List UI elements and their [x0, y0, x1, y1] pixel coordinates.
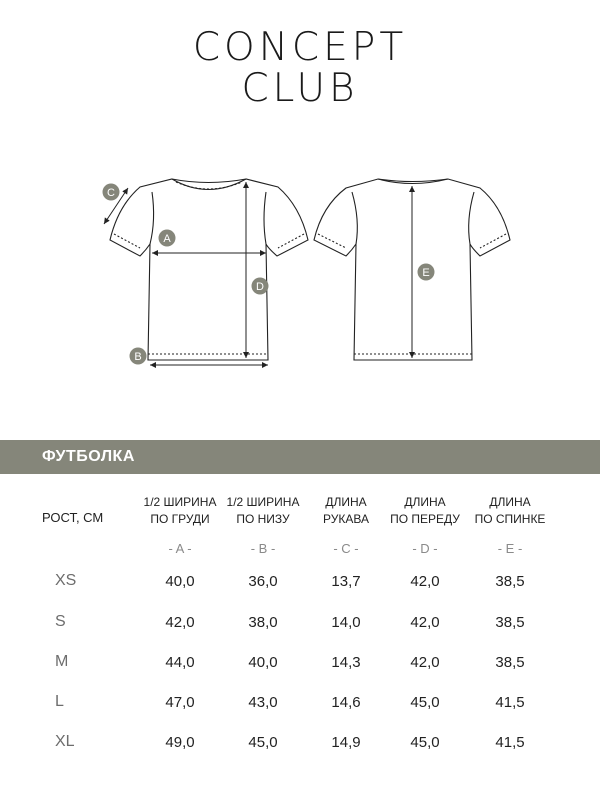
size-label: M [55, 653, 69, 670]
svg-text:E: E [422, 267, 430, 279]
column-header-line2: ПО НИЗУ [236, 512, 290, 526]
marker-a [159, 230, 176, 247]
marker-b [130, 348, 147, 365]
column-header-line2: ПО ГРУДИ [150, 512, 210, 526]
size-label: L [55, 693, 64, 710]
svg-text:C: C [107, 187, 115, 199]
table-cell: 38,5 [495, 614, 525, 631]
marker-c [103, 184, 120, 201]
column-header-line1: ДЛИНА [489, 495, 531, 509]
table-cell: 42,0 [410, 573, 440, 590]
column-header-line1: ДЛИНА [404, 495, 446, 509]
table-cell: 14,6 [331, 694, 361, 711]
column-header [218, 494, 308, 528]
table-cell: 45,0 [410, 694, 440, 711]
column-header [135, 494, 225, 528]
svg-text:D: D [256, 281, 264, 293]
tshirt-measurement-diagram [0, 160, 600, 380]
marker-d [252, 278, 269, 295]
column-header-line2: ПО СПИНКЕ [474, 512, 546, 526]
column-header-line1: 1/2 ШИРИНА [143, 495, 217, 509]
table-cell: 40,0 [165, 573, 195, 590]
column-letter: - E - [497, 541, 523, 556]
table-cell: 14,3 [331, 654, 361, 671]
table-cell: 42,0 [165, 614, 195, 631]
table-cell: 42,0 [410, 614, 440, 631]
column-header-line2: РУКАВА [323, 512, 369, 526]
brand-logo-line2: CLUB [241, 66, 359, 111]
column-header-line1: ДЛИНА [325, 495, 367, 509]
product-title: ФУТБОЛКА [42, 448, 135, 465]
column-header-line2: ПО ПЕРЕДУ [390, 512, 460, 526]
tshirt-front [110, 179, 308, 360]
size-label: XL [55, 733, 75, 750]
product-banner [0, 440, 600, 474]
table-cell: 38,5 [495, 654, 525, 671]
table-cell: 14,9 [331, 734, 361, 751]
column-header [380, 494, 470, 528]
table-cell: 38,5 [495, 573, 525, 590]
column-letter: - D - [412, 541, 438, 556]
column-letter: - A - [168, 541, 192, 556]
column-header [465, 494, 555, 528]
svg-text:B: B [134, 351, 142, 363]
table-cell: 43,0 [248, 694, 278, 711]
svg-text:A: A [163, 233, 171, 245]
table-cell: 40,0 [248, 654, 278, 671]
table-cell: 45,0 [410, 734, 440, 751]
table-cell: 13,7 [331, 573, 361, 590]
table-cell: 36,0 [248, 573, 278, 590]
table-cell: 38,0 [248, 614, 278, 631]
size-label: S [55, 613, 66, 630]
height-column-label: РОСТ, СМ [42, 510, 104, 525]
brand-logo-line1: CONCEPT [192, 25, 408, 70]
marker-e [418, 264, 435, 281]
column-letter: - B - [250, 541, 276, 556]
size-label: XS [55, 572, 77, 589]
column-header-line1: 1/2 ШИРИНА [226, 495, 300, 509]
table-cell: 42,0 [410, 654, 440, 671]
table-cell: 41,5 [495, 694, 525, 711]
column-header [301, 494, 391, 528]
table-cell: 44,0 [165, 654, 195, 671]
table-cell: 14,0 [331, 614, 361, 631]
table-cell: 47,0 [165, 694, 195, 711]
table-cell: 45,0 [248, 734, 278, 751]
column-letter: - C - [333, 541, 359, 556]
table-cell: 49,0 [165, 734, 195, 751]
table-cell: 41,5 [495, 734, 525, 751]
